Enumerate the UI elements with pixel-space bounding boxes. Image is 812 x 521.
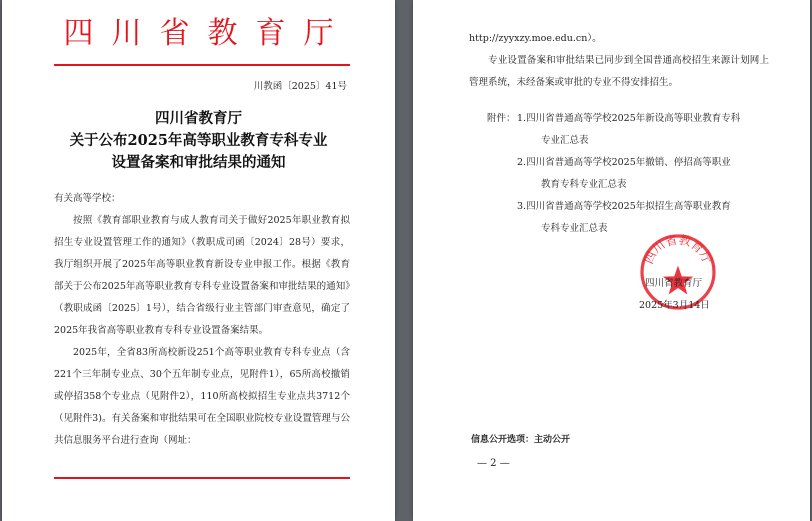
attachment-item-3-line-1: 3.四川省普通高等学校2025年拟招生高等职业教育 xyxy=(517,201,731,212)
attachment-item-3-line-2: 专科专业汇总表 xyxy=(541,223,608,234)
disclosure-option: 信息公开选项：主动公开 xyxy=(471,435,571,445)
attachment-item-2-line-1: 2.四川省普通高等学校2025年撤销、停招高等职业 xyxy=(517,157,731,168)
attachment-item-1 xyxy=(517,108,779,152)
attachment-item-1-line-2: 专业汇总表 xyxy=(541,135,589,146)
red-header-title: 四川省教育厅 xyxy=(63,16,352,51)
document-page-1 xyxy=(2,0,395,521)
red-footer-rule xyxy=(54,477,350,479)
salutation: 有关高等学校： xyxy=(54,193,121,204)
document-number: 川教函〔2025〕41号 xyxy=(253,81,347,92)
attachments-section xyxy=(469,108,779,240)
page-number: — 2 — xyxy=(477,458,510,469)
issue-date: 2025年3月14日 xyxy=(639,300,710,311)
notice-title-line-3: 设置备案和审批结果的通知 xyxy=(111,154,286,171)
notice-title-line-2: 关于公布2025年高等职业教育专科专业 xyxy=(69,132,328,149)
body-paragraph-2: 2025年，全省83所高校新设251个高等职业教育专科专业点（含221个三年制专业点、30个五年制专业点，见附件1），65所高校撤销或停招358个专业点（见附件2），110所高校拟招生专业点共3712个（见附件3)。有关备案和审批结果可在全国职业院校专业设置管理与公共信息服务平台进行查询（网址： xyxy=(54,347,350,446)
notice-title xyxy=(2,108,395,174)
attachment-item-2-line-2: 教育专科专业汇总表 xyxy=(541,179,627,190)
notice-body xyxy=(54,188,350,452)
attachment-item-2 xyxy=(517,152,779,196)
body-paragraph-1: 按照《教育部职业教育与成人教育司关于做好2025年职业教育拟招生专业设置管理工作的通知》（教职成司函〔2024〕28号）要求，我厅组织开展了2025年高等职业教育新设专业申报工作。根据《教育部关于公布2025年高等职业教育专科专业设置备案和审批结果的通知》（教职成函〔2025〕1号），结合省级行业主管部门审查意见，确定了2025年我省高等职业教育专科专业设置备案结果。 xyxy=(54,215,350,336)
attachments-list xyxy=(517,108,779,240)
document-page-2 xyxy=(413,0,810,521)
sync-paragraph xyxy=(469,50,769,94)
sync-paragraph-text: 专业设置备案和审批结果已同步到全国普通高校招生来源计划网上管理系统，未经备案或审批的专业不得安排招生。 xyxy=(469,55,769,88)
seal-text: 四川省教育厅 xyxy=(641,232,715,267)
attachments-label: 附件： xyxy=(487,113,516,124)
notice-title-line-1: 四川省教育厅 xyxy=(155,110,242,127)
attachment-item-1-line-1: 1.四川省普通高等学校2025年新设高等职业教育专科 xyxy=(517,113,741,124)
issuer-name: 四川省教育厅 xyxy=(645,278,703,289)
red-header-rule xyxy=(54,64,350,66)
url-continuation: http://zyyxzy.moe.edu.cn）。 xyxy=(469,33,602,44)
